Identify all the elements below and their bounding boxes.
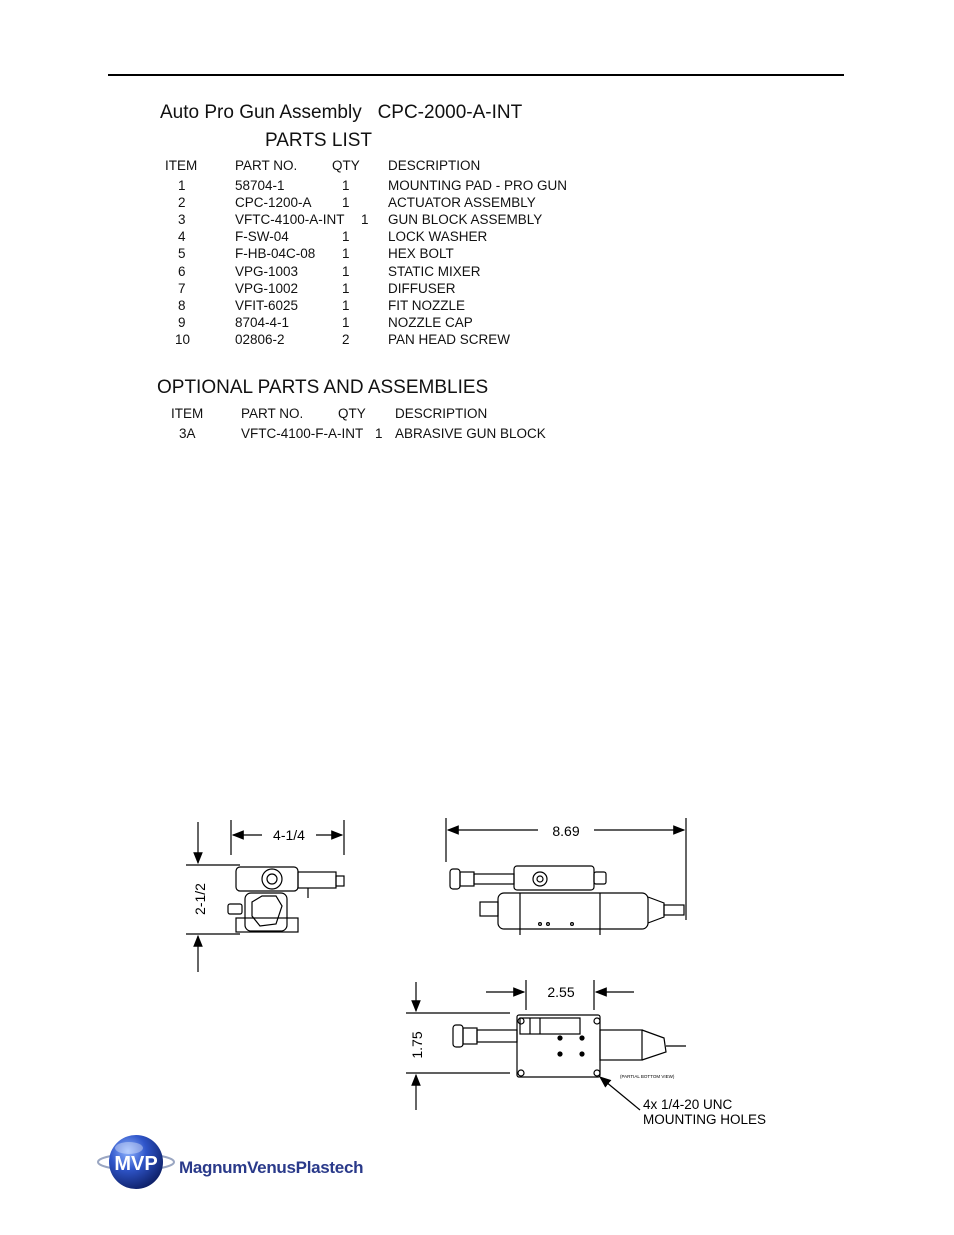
col-item: ITEM [165, 158, 198, 173]
dim-spacing-bottom: 2.55 [547, 984, 575, 1000]
optional-title: OPTIONAL PARTS AND ASSEMBLIES [157, 377, 489, 398]
row-part: F-HB-04C-08 [235, 246, 316, 262]
row-desc: LOCK WASHER [388, 229, 488, 245]
row-item: 3A [179, 426, 196, 441]
row-item: 9 [178, 314, 186, 330]
row-desc: ACTUATOR ASSEMBLY [388, 195, 536, 211]
dim-height-front: 2-1/2 [192, 883, 208, 915]
row-qty: 1 [342, 280, 350, 296]
row-item: 2 [178, 195, 186, 211]
row-qty: 1 [342, 314, 350, 330]
row-qty: 1 [375, 426, 383, 441]
row-qty: 1 [342, 297, 350, 313]
logo-mark: MVP [114, 1153, 158, 1175]
parts-list-title: PARTS LIST [265, 130, 372, 151]
col-qty: QTY [338, 406, 366, 421]
row-qty: 1 [342, 246, 350, 262]
row-qty: 1 [342, 178, 350, 193]
row-part: VFTC-4100-F-A-INT [241, 426, 364, 441]
dim-height-bottom: 1.75 [409, 1031, 425, 1059]
col-item: ITEM [171, 406, 204, 421]
row-qty: 2 [342, 331, 350, 347]
row-part: 58704-1 [235, 178, 285, 193]
callout-line2: MOUNTING HOLES [643, 1112, 767, 1127]
row-qty: 1 [361, 212, 369, 228]
front-view [186, 820, 344, 972]
row-part: 8704-4-1 [235, 314, 290, 330]
row-desc: NOZZLE CAP [388, 314, 473, 330]
dim-width-front: 4-1/4 [273, 827, 305, 843]
row-qty: 1 [342, 195, 350, 211]
col-part: PART NO. [235, 158, 298, 173]
dim-length-side: 8.69 [552, 823, 580, 839]
bottom-view [406, 980, 766, 1127]
row-item: 8 [178, 297, 186, 313]
row-part: VPG-1002 [235, 280, 299, 296]
row-desc: ABRASIVE GUN BLOCK [395, 426, 546, 441]
col-desc: DESCRIPTION [388, 158, 481, 173]
partial-view-label: (PARTIAL BOTTOM VIEW) [620, 1074, 675, 1079]
row-qty: 1 [342, 229, 350, 245]
callout-line1: 4x 1/4-20 UNC [643, 1097, 733, 1112]
row-part: VFTC-4100-A-INT [235, 212, 345, 228]
col-desc: DESCRIPTION [395, 406, 488, 421]
row-item: 4 [178, 229, 186, 245]
assembly-title: Auto Pro Gun Assembly CPC-2000-A-INT [160, 102, 523, 123]
row-part: CPC-1200-A [235, 195, 312, 211]
col-qty: QTY [332, 158, 360, 173]
row-item: 7 [178, 280, 186, 296]
col-part: PART NO. [241, 406, 304, 421]
row-desc: GUN BLOCK ASSEMBLY [388, 212, 543, 228]
row-desc: FIT NOZZLE [388, 297, 466, 313]
side-view [446, 818, 686, 935]
row-desc: DIFFUSER [388, 280, 456, 296]
row-part: F-SW-04 [235, 229, 289, 245]
row-item: 5 [178, 246, 186, 262]
row-item: 6 [178, 263, 186, 279]
row-item: 1 [178, 178, 186, 193]
row-desc: STATIC MIXER [388, 263, 481, 279]
row-part: VFIT-6025 [235, 297, 299, 313]
row-part: VPG-1003 [235, 263, 299, 279]
row-item: 10 [175, 331, 191, 347]
row-qty: 1 [342, 263, 350, 279]
company-name: MagnumVenusPlastech [179, 1158, 364, 1177]
row-desc: PAN HEAD SCREW [388, 331, 511, 347]
row-desc: MOUNTING PAD - PRO GUN [388, 178, 568, 193]
row-part: 02806-2 [235, 331, 285, 347]
row-desc: HEX BOLT [388, 246, 454, 262]
row-item: 3 [178, 212, 186, 228]
